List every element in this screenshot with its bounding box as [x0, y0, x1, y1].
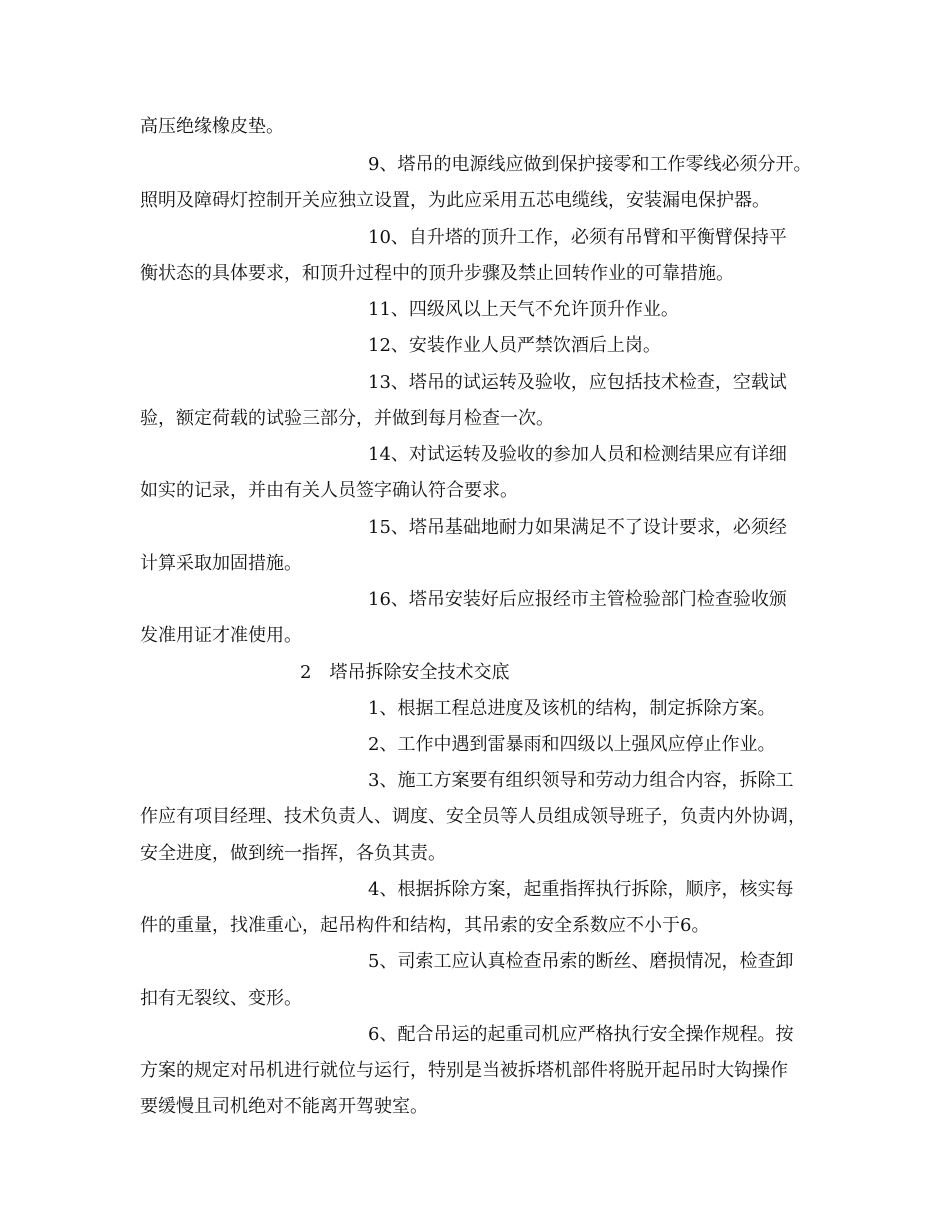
text-line: 如实的记录，并由有关人员签字确认符合要求。 — [140, 480, 518, 501]
text-line: 12、安装作业人员严禁饮酒后上岗。 — [368, 335, 661, 356]
text-line: 10、自升塔的顶升工作，必须有吊臂和平衡臂保持平 — [368, 227, 787, 248]
text-line: 验，额定荷载的试验三部分，并做到每月检查一次。 — [140, 408, 554, 429]
text-line: 扣有无裂纹、变形。 — [140, 988, 302, 1009]
text-line: 要缓慢且司机绝对不能离开驾驶室。 — [140, 1096, 428, 1117]
text-line: 15、塔吊基础地耐力如果满足不了设计要求，必须经 — [368, 517, 787, 538]
text-line: 方案的规定对吊机进行就位与运行，特别是当被拆塔机部件将脱开起吊时大钩操作 — [140, 1060, 788, 1081]
text-line: 16、塔吊安装好后应报经市主管检验部门检查验收颁 — [368, 589, 787, 610]
text-line: 计算采取加固措施。 — [140, 553, 302, 574]
text-line: 3、施工方案要有组织领导和劳动力组合内容，拆除工 — [368, 770, 794, 791]
text-line: 照明及障碍灯控制开关应独立设置，为此应采用五芯电缆线，安装漏电保护器。 — [140, 190, 770, 211]
text-line: 9、塔吊的电源线应做到保护接零和工作零线必须分开。 — [368, 154, 812, 175]
text-line: 4、根据拆除方案，起重指挥执行拆除，顺序，核实每 — [368, 879, 794, 900]
text-line: 14、对试运转及验收的参加人员和检测结果应有详细 — [368, 444, 787, 465]
text-line: 件的重量，找准重心，起吊构件和结构，其吊索的安全系数应不小于6。 — [140, 915, 710, 936]
text-line: 发准用证才准使用。 — [140, 625, 302, 646]
text-line: 高压绝缘橡皮垫。 — [140, 116, 284, 137]
section-heading: 2 塔吊拆除安全技术交底 — [300, 662, 510, 683]
text-line: 1、根据工程总进度及该机的结构，制定拆除方案。 — [368, 698, 776, 719]
text-line: 衡状态的具体要求，和顶升过程中的顶升步骤及禁止回转作业的可靠措施。 — [140, 263, 734, 284]
text-line: 5、司索工应认真检查吊索的断丝、磨损情况，检查卸 — [368, 951, 794, 972]
text-line: 11、四级风以上天气不允许顶升作业。 — [368, 299, 679, 320]
text-line: 13、塔吊的试运转及验收，应包括技术检查，空载试 — [368, 372, 787, 393]
text-line: 2、工作中遇到雷暴雨和四级以上强风应停止作业。 — [368, 734, 776, 755]
text-line: 作应有项目经理、技术负责人、调度、安全员等人员组成领导班子，负责内外协调， — [140, 806, 806, 827]
text-line: 6、配合吊运的起重司机应严格执行安全操作规程。按 — [368, 1024, 794, 1045]
text-line: 安全进度，做到统一指挥，各负其责。 — [140, 843, 446, 864]
